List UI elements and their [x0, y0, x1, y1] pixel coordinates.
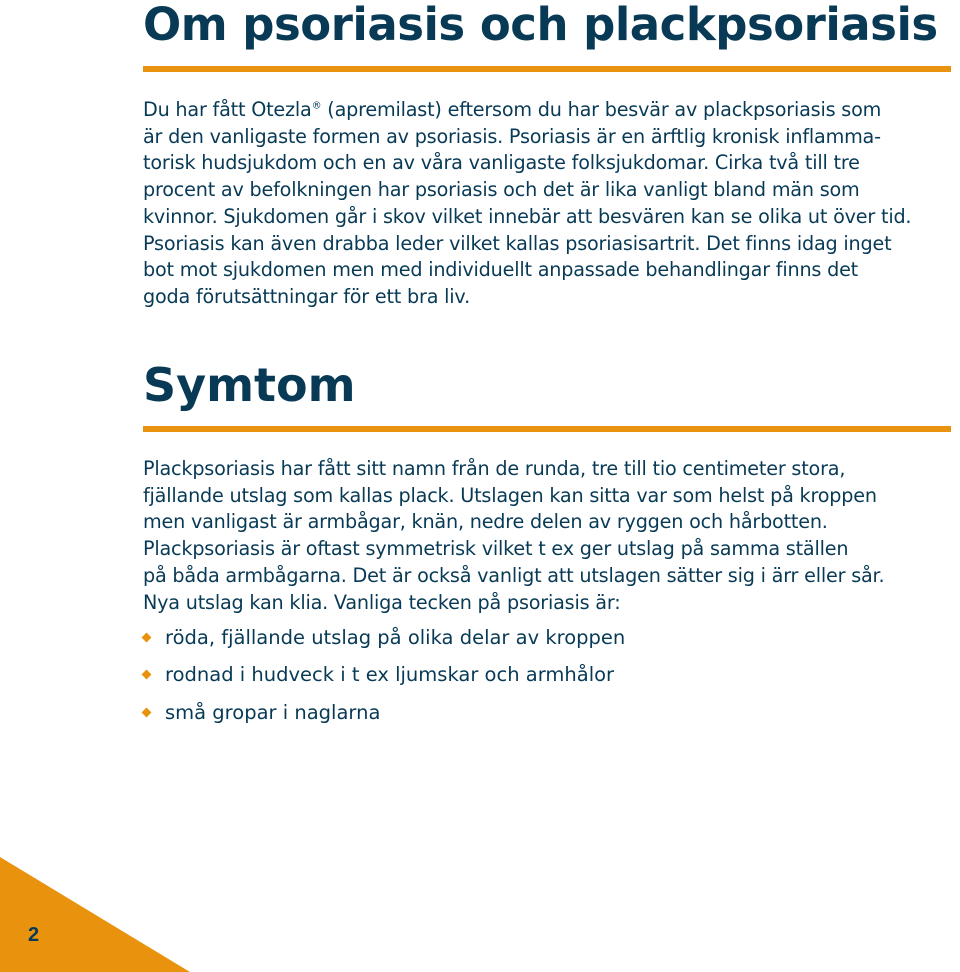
- symptom-paragraph: [143, 456, 933, 616]
- intro-line-4: procent av befolkningen har psoriasis och det är lika vanligt bland män som: [143, 178, 860, 202]
- title-divider: [143, 66, 951, 72]
- intro-line-5: kvinnor. Sjukdomen går i skov vilket innebär att besvären kan se olika ut över tid.: [143, 204, 912, 228]
- registered-mark: ®: [311, 100, 322, 112]
- page-title: Om psoriasis och plackpsoriasis: [143, 0, 938, 51]
- list-item: [143, 660, 625, 697]
- diamond-bullet-icon: [142, 707, 152, 717]
- intro-line-3: torisk hudsjukdom och en av våra vanligaste folksjukdomar. Cirka två till tre: [143, 151, 860, 175]
- intro-line-1: Du har fått Otezla® (apremilast) eftersom du har besvär av plackpsoriasis som: [143, 98, 882, 121]
- symptom-line-3: men vanligast är armbågar, knän, nedre delen av ryggen och hårbotten.: [143, 510, 828, 534]
- list-item: [143, 623, 625, 660]
- symptom-list: [143, 623, 625, 735]
- symptom-line-1: Plackpsoriasis har fått sitt namn från de runda, tre till tio centimeter stora,: [143, 457, 846, 480]
- intro-line-7: bot mot sjukdomen men med individuellt anpassade behandlingar finns det: [143, 258, 859, 282]
- symptom-line-6: Nya utslag kan klia. Vanliga tecken på psoriasis är:: [143, 590, 621, 614]
- list-item-text: rodnad i hudveck i t ex ljumskar och armhålor: [165, 663, 615, 687]
- diamond-bullet-icon: [142, 670, 152, 680]
- section-title-symtom: Symtom: [143, 358, 356, 412]
- list-item: [143, 698, 625, 735]
- intro-line-2: är den vanligaste formen av psoriasis. Psoriasis är en ärftlig kronisk inflamma-: [143, 124, 881, 148]
- symptom-line-5: på båda armbågarna. Det är också vanligt att utslagen sätter sig i ärr eller sår.: [143, 563, 885, 587]
- corner-triangle: [0, 857, 190, 972]
- intro-paragraph: [143, 97, 933, 311]
- symptom-line-2: fjällande utslag som kallas plack. Utslagen kan sitta var som helst på kroppen: [143, 483, 877, 507]
- symptom-line-4: Plackpsoriasis är oftast symmetrisk vilket t ex ger utslag på samma ställen: [143, 537, 849, 561]
- section-divider: [143, 426, 951, 432]
- intro-line-8: goda förutsättningar för ett bra liv.: [143, 284, 470, 308]
- list-item-text: små gropar i naglarna: [165, 700, 381, 724]
- page-number: 2: [28, 924, 40, 946]
- diamond-bullet-icon: [142, 633, 152, 643]
- list-item-text: röda, fjällande utslag på olika delar av kroppen: [165, 626, 626, 649]
- intro-line-6: Psoriasis kan även drabba leder vilket kallas psoriasisartrit. Det finns idag inget: [143, 231, 892, 255]
